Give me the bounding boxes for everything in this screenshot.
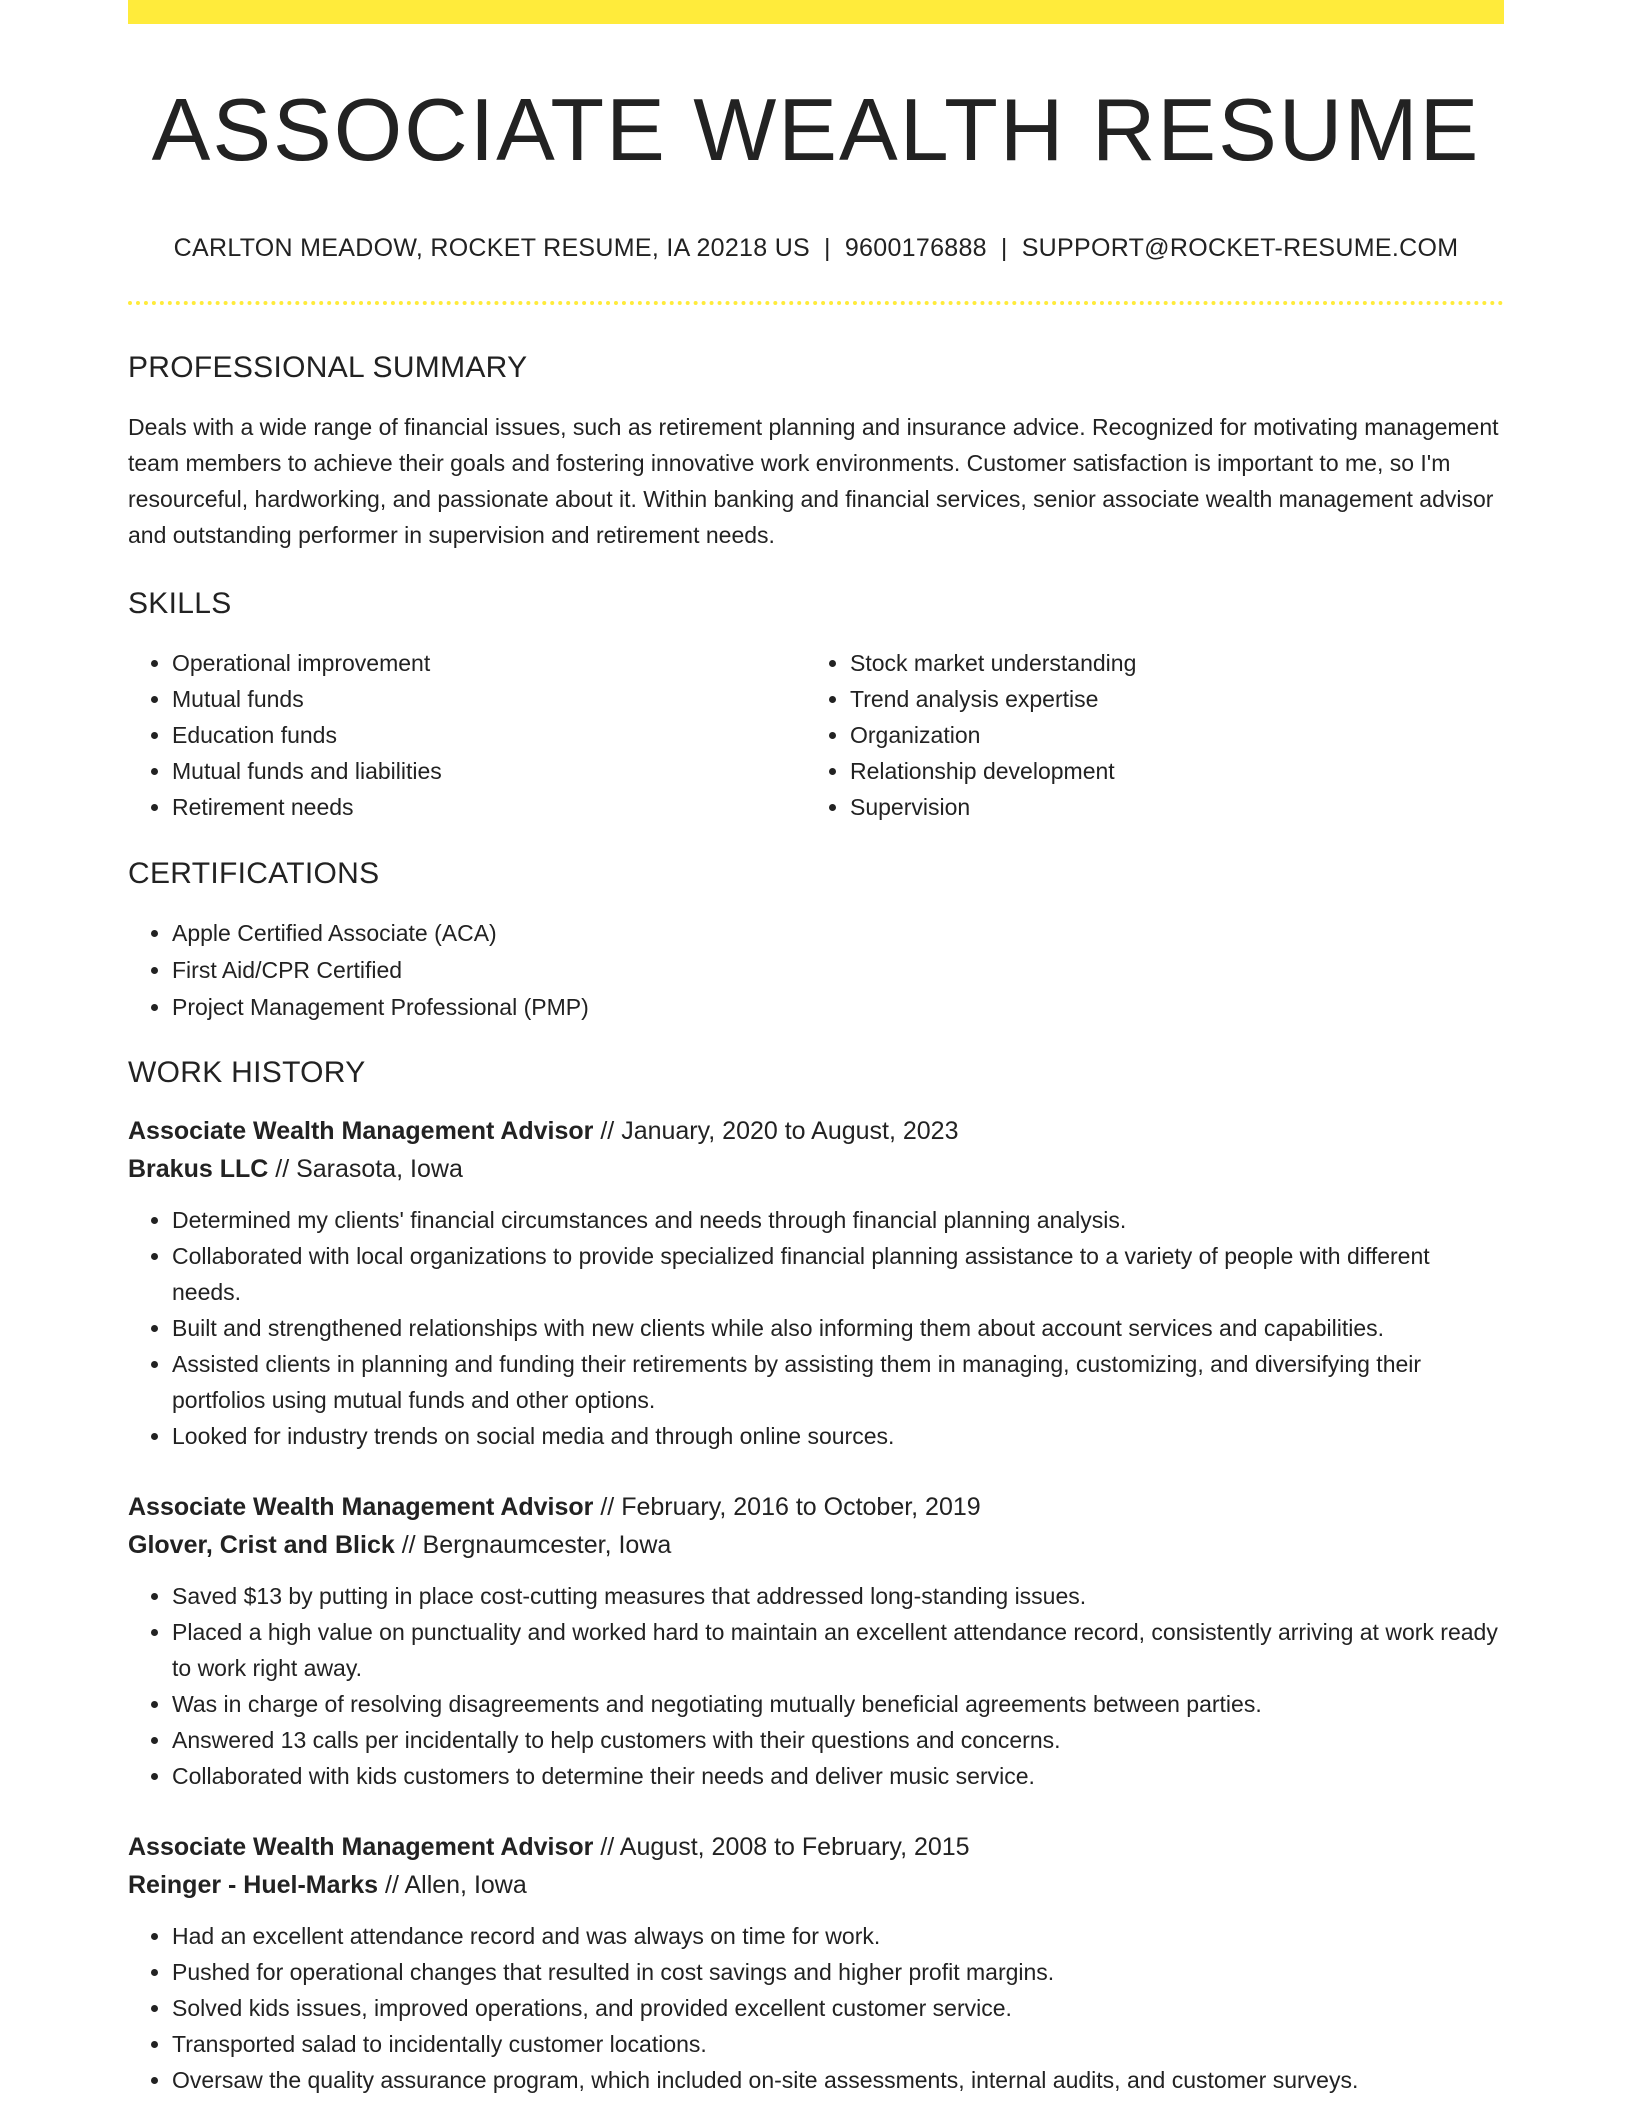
- skills-grid: [128, 645, 1504, 825]
- job-dates: // January, 2020 to August, 2023: [593, 1117, 959, 1145]
- certification-item: • First Aid/CPR Certified: [172, 952, 1504, 989]
- job-title: Associate Wealth Management Advisor: [128, 1117, 594, 1145]
- certification-item: • Apple Certified Associate (ACA): [172, 915, 1504, 952]
- certification-item: • Project Management Professional (PMP): [172, 989, 1504, 1026]
- job-bullet: • Collaborated with kids customers to determine their needs and deliver music service.: [172, 1758, 1504, 1794]
- job-title: Associate Wealth Management Advisor: [128, 1833, 594, 1861]
- skills-list-left: [128, 645, 806, 825]
- job-entry: [128, 1112, 1504, 1454]
- job-entry: [128, 1488, 1504, 1794]
- skill-item: • Retirement needs: [172, 789, 806, 825]
- job-title-line: [128, 1112, 1504, 1150]
- job-company: Glover, Crist and Blick: [128, 1531, 395, 1559]
- job-bullets: [128, 1918, 1504, 2098]
- job-bullet: • Transported salad to incidentally customer locations.: [172, 2026, 1504, 2062]
- job-title-line: [128, 1488, 1504, 1526]
- job-bullet: • Looked for industry trends on social media and through online sources.: [172, 1418, 1504, 1454]
- job-title: Associate Wealth Management Advisor: [128, 1493, 594, 1521]
- contact-separator: |: [1000, 234, 1008, 262]
- job-location: // Bergnaumcester, Iowa: [394, 1531, 672, 1559]
- job-bullet: • Saved $13 by putting in place cost-cutting measures that addressed long-standing issues.: [172, 1578, 1504, 1614]
- summary-text: Deals with a wide range of financial issues, such as retirement planning and insurance advice. Recognized for motivating management team members to achieve their goals and fostering innovative work environments. Customer satisfaction is important to me, so I'm resourceful, hardworking, and passionate about it. Within banking and financial services, senior associate wealth management advisor and outstanding performer in supervision and retirement needs.: [128, 414, 1499, 548]
- job-company-line: [128, 1866, 1504, 1904]
- skill-item: • Supervision: [850, 789, 1484, 825]
- job-bullet: • Placed a high value on punctuality and worked hard to maintain an excellent attendance record, consistently arriving at work ready to work right away.: [172, 1614, 1504, 1686]
- skills-heading: SKILLS: [128, 587, 232, 620]
- job-dates: // February, 2016 to October, 2019: [593, 1493, 981, 1521]
- job-bullet: • Was in charge of resolving disagreements and negotiating mutually beneficial agreements between parties.: [172, 1686, 1504, 1722]
- skill-item: • Mutual funds and liabilities: [172, 753, 806, 789]
- job-bullet: • Oversaw the quality assurance program, which included on-site assessments, internal audits, and customer surveys.: [172, 2062, 1504, 2098]
- resume-title: ASSOCIATE WEALTH RESUME: [151, 80, 1481, 179]
- resume-page: [128, 0, 1504, 2098]
- skill-item: • Stock market understanding: [850, 645, 1484, 681]
- job-bullets: [128, 1578, 1504, 1794]
- skill-item: • Mutual funds: [172, 681, 806, 717]
- job-bullet: • Built and strengthened relationships with new clients while also informing them about account services and capabilities.: [172, 1310, 1504, 1346]
- skills-list-right: [806, 645, 1484, 825]
- job-bullet: • Pushed for operational changes that resulted in cost savings and higher profit margins.: [172, 1954, 1504, 1990]
- job-bullet: • Assisted clients in planning and funding their retirements by assisting them in managing, customizing, and diversifying their portfolios using mutual funds and other options.: [172, 1346, 1504, 1418]
- work-history-heading: WORK HISTORY: [128, 1056, 366, 1089]
- job-bullet: • Determined my clients' financial circumstances and needs through financial planning analysis.: [172, 1202, 1504, 1238]
- job-company: Brakus LLC: [128, 1155, 269, 1183]
- job-location: // Sarasota, Iowa: [268, 1155, 463, 1183]
- job-bullet: • Solved kids issues, improved operations, and provided excellent customer service.: [172, 1990, 1504, 2026]
- contact-line: [128, 234, 1504, 263]
- job-title-line: [128, 1828, 1504, 1866]
- contact-separator: |: [824, 234, 831, 262]
- job-location: // Allen, Iowa: [378, 1871, 527, 1899]
- job-company: Reinger - Huel-Marks: [128, 1871, 379, 1899]
- contact-address: CARLTON MEADOW, ROCKET RESUME, IA 20218 US: [173, 234, 811, 262]
- job-company-line: [128, 1526, 1504, 1564]
- job-bullet: • Collaborated with local organizations to provide specialized financial planning assistance to a variety of people with different needs.: [172, 1238, 1504, 1310]
- certifications-heading: CERTIFICATIONS: [128, 857, 380, 890]
- job-bullets: [128, 1202, 1504, 1454]
- job-company-line: [128, 1150, 1504, 1188]
- skill-item: • Organization: [850, 717, 1484, 753]
- skill-item: • Operational improvement: [172, 645, 806, 681]
- job-dates: // August, 2008 to February, 2015: [593, 1833, 970, 1861]
- contact-email: SUPPORT@ROCKET-RESUME.COM: [1021, 234, 1459, 262]
- contact-phone: 9600176888: [844, 234, 987, 262]
- skill-item: • Trend analysis expertise: [850, 681, 1484, 717]
- summary-heading: PROFESSIONAL SUMMARY: [128, 351, 528, 384]
- job-bullet: • Had an excellent attendance record and was always on time for work.: [172, 1918, 1504, 1954]
- certifications-list: [128, 915, 1504, 1026]
- skill-item: • Relationship development: [850, 753, 1484, 789]
- skill-item: • Education funds: [172, 717, 806, 753]
- job-bullet: • Answered 13 calls per incidentally to help customers with their questions and concerns.: [172, 1722, 1504, 1758]
- dotted-divider: [128, 301, 1504, 305]
- job-entry: [128, 1828, 1504, 2098]
- accent-top-bar: [128, 0, 1504, 24]
